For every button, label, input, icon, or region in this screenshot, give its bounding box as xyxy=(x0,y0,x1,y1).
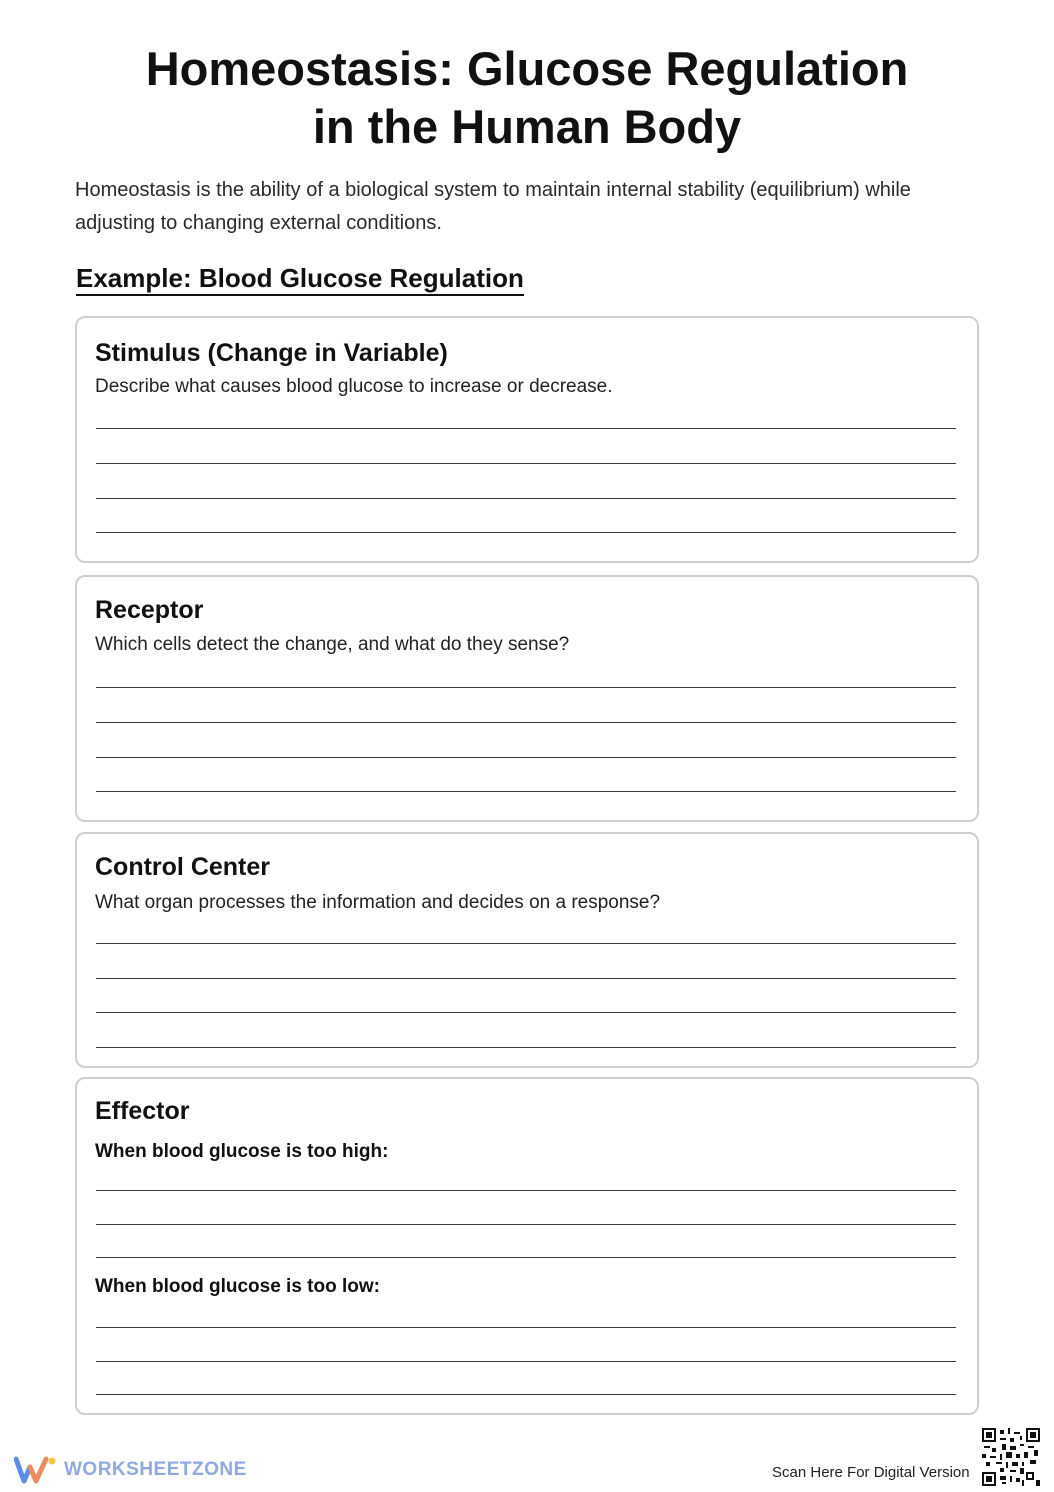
stimulus-answer-line-2[interactable] xyxy=(96,463,956,464)
effector-high-answer-line-3[interactable] xyxy=(96,1257,956,1258)
brand-name: WORKSHEETZONE xyxy=(64,1459,247,1480)
control-center-answer-line-2[interactable] xyxy=(96,978,956,979)
stimulus-prompt: Describe what causes blood glucose to increase or decrease. xyxy=(95,376,613,397)
receptor-box xyxy=(75,575,979,822)
brand-logo[interactable] xyxy=(14,1454,247,1486)
effector-low-label: When blood glucose is too low: xyxy=(95,1276,380,1297)
effector-high-answer-line-1[interactable] xyxy=(96,1190,956,1191)
page-title-line-1: Homeostasis: Glucose Regulation xyxy=(145,42,909,95)
effector-high-answer-line-2[interactable] xyxy=(96,1224,956,1225)
page-title xyxy=(0,40,1054,156)
control-center-box xyxy=(75,832,979,1068)
stimulus-answer-line-4[interactable] xyxy=(96,532,956,533)
effector-title: Effector xyxy=(95,1097,190,1125)
worksheetzone-logo-icon xyxy=(14,1455,58,1485)
stimulus-title: Stimulus (Change in Variable) xyxy=(95,339,448,367)
stimulus-answer-line-1[interactable] xyxy=(96,428,956,429)
control-center-answer-line-4[interactable] xyxy=(96,1047,956,1048)
effector-high-label: When blood glucose is too high: xyxy=(95,1141,389,1162)
intro-paragraph: Homeostasis is the ability of a biological system to maintain internal stability (equilibrium) while adjusting to changing external conditions. xyxy=(75,179,911,234)
receptor-answer-line-3[interactable] xyxy=(96,757,956,758)
stimulus-answer-line-3[interactable] xyxy=(96,498,956,499)
effector-low-answer-line-1[interactable] xyxy=(96,1327,956,1328)
qr-code-icon[interactable] xyxy=(982,1428,1040,1486)
receptor-title: Receptor xyxy=(95,596,204,624)
effector-low-answer-line-3[interactable] xyxy=(96,1394,956,1395)
receptor-answer-line-2[interactable] xyxy=(96,722,956,723)
effector-low-answer-line-2[interactable] xyxy=(96,1361,956,1362)
control-center-prompt: What organ processes the information and decides on a response? xyxy=(95,892,661,913)
receptor-prompt: Which cells detect the change, and what do they sense? xyxy=(95,634,570,655)
page-title-line-2: in the Human Body xyxy=(312,100,742,153)
effector-box xyxy=(75,1077,979,1415)
control-center-title: Control Center xyxy=(95,853,270,881)
control-center-answer-line-3[interactable] xyxy=(96,1012,956,1013)
control-center-answer-line-1[interactable] xyxy=(96,943,956,944)
scan-caption: Scan Here For Digital Version xyxy=(772,1464,970,1481)
receptor-answer-line-1[interactable] xyxy=(96,687,956,688)
stimulus-box xyxy=(75,316,979,563)
receptor-answer-line-4[interactable] xyxy=(96,791,956,792)
section-heading: Example: Blood Glucose Regulation xyxy=(76,262,524,296)
